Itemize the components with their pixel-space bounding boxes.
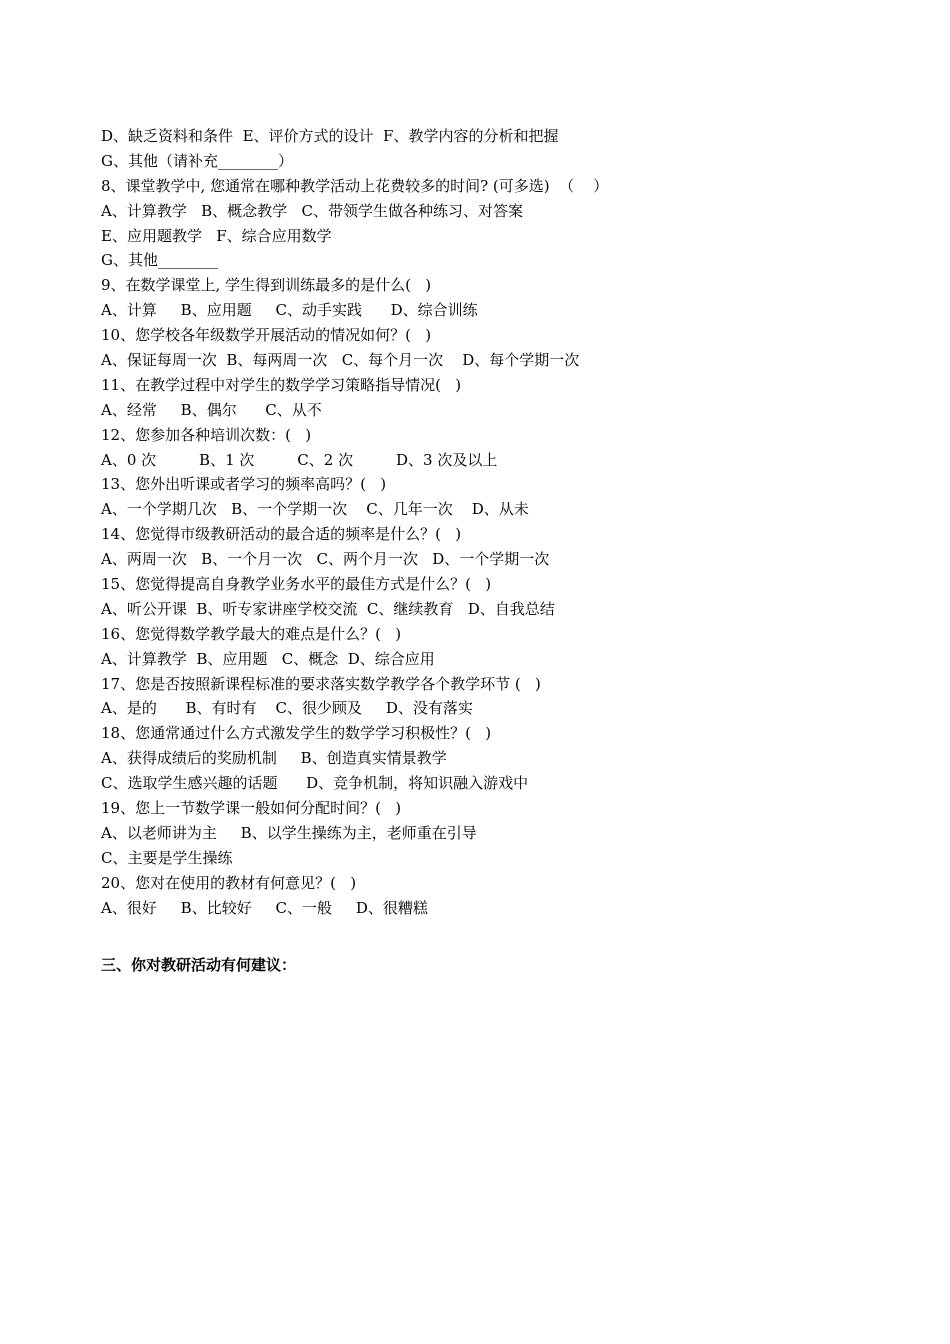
question-line: A、计算 B、应用题 C、动手实践 D、综合训练 xyxy=(101,301,478,320)
question-line: A、以老师讲为主 B、以学生操练为主，老师重在引导 xyxy=(101,823,477,842)
question-line: A、是的 B、有时有 C、很少顾及 D、没有落实 xyxy=(101,699,473,718)
question-line: A、保证每周一次 B、每两周一次 C、每个月一次 D、每个学期一次 xyxy=(101,351,580,370)
question-line: 9、在数学课堂上, 学生得到训练最多的是什么( ) xyxy=(101,276,432,295)
question-line: 20、您对在使用的教材有何意见？( ) xyxy=(101,873,357,892)
question-line: D、缺乏资料和条件 E、评价方式的设计 F、教学内容的分析和把握 xyxy=(101,127,559,145)
question-line: A、两周一次 B、一个月一次 C、两个月一次 D、一个学期一次 xyxy=(101,550,550,569)
question-line: E、应用题教学 F、综合应用数学 xyxy=(101,226,332,245)
question-line: 15、您觉得提高自身教学业务水平的最佳方式是什么？( ) xyxy=(101,575,492,594)
question-line: A、听公开课 B、听专家讲座学校交流 C、继续教育 D、自我总结 xyxy=(101,599,555,618)
question-line: 14、您觉得市级教研活动的最合适的频率是什么？( ) xyxy=(101,525,462,544)
section-heading: 三、你对教研活动有何建议： xyxy=(101,955,297,974)
question-line: C、选取学生感兴趣的话题 D、竞争机制，将知识融入游戏中 xyxy=(101,774,529,793)
question-line: 18、您通常通过什么方式激发学生的数学学习积极性？( ) xyxy=(101,724,492,743)
question-line: 11、在教学过程中对学生的数学学习策略指导情况( ) xyxy=(101,375,462,394)
question-line: 13、您外出听课或者学习的频率高吗？( ) xyxy=(101,475,387,494)
section-gap xyxy=(101,921,861,953)
question-line: A、计算教学 B、概念教学 C、带领学生做各种练习、对答案 xyxy=(101,201,523,220)
question-line: A、一个学期几次 B、一个学期一次 C、几年一次 D、从未 xyxy=(101,500,529,519)
question-line: 16、您觉得数学教学最大的难点是什么？( ) xyxy=(101,624,402,643)
question-line: A、很好 B、比较好 C、一般 D、很糟糕 xyxy=(101,898,428,917)
question-line: 12、您参加各种培训次数：( ) xyxy=(101,425,312,444)
question-line: 10、您学校各年级数学开展活动的情况如何？( ) xyxy=(101,326,432,345)
question-line: A、经常 B、偶尔 C、从不 xyxy=(101,400,322,419)
question-line: 19、您上一节数学课一般如何分配时间？( ) xyxy=(101,799,402,818)
question-line: C、主要是学生操练 xyxy=(101,848,233,867)
question-line: A、获得成绩后的奖励机制 B、创造真实情景教学 xyxy=(101,749,447,768)
question-line: G、其他（请补充________） xyxy=(101,151,293,170)
question-line: 8、课堂教学中, 您通常在哪种教学活动上花费较多的时间? (可多选) （ ） xyxy=(101,176,609,195)
question-line: G、其他________ xyxy=(101,251,218,270)
question-line: A、0 次 B、1 次 C、2 次 D、3 次及以上 xyxy=(101,450,498,469)
question-line: 17、您是否按照新课程标准的要求落实数学教学各个教学环节 ( ) xyxy=(101,674,541,693)
question-line: A、计算教学 B、应用题 C、概念 D、综合应用 xyxy=(101,649,435,668)
document-body xyxy=(101,124,861,977)
